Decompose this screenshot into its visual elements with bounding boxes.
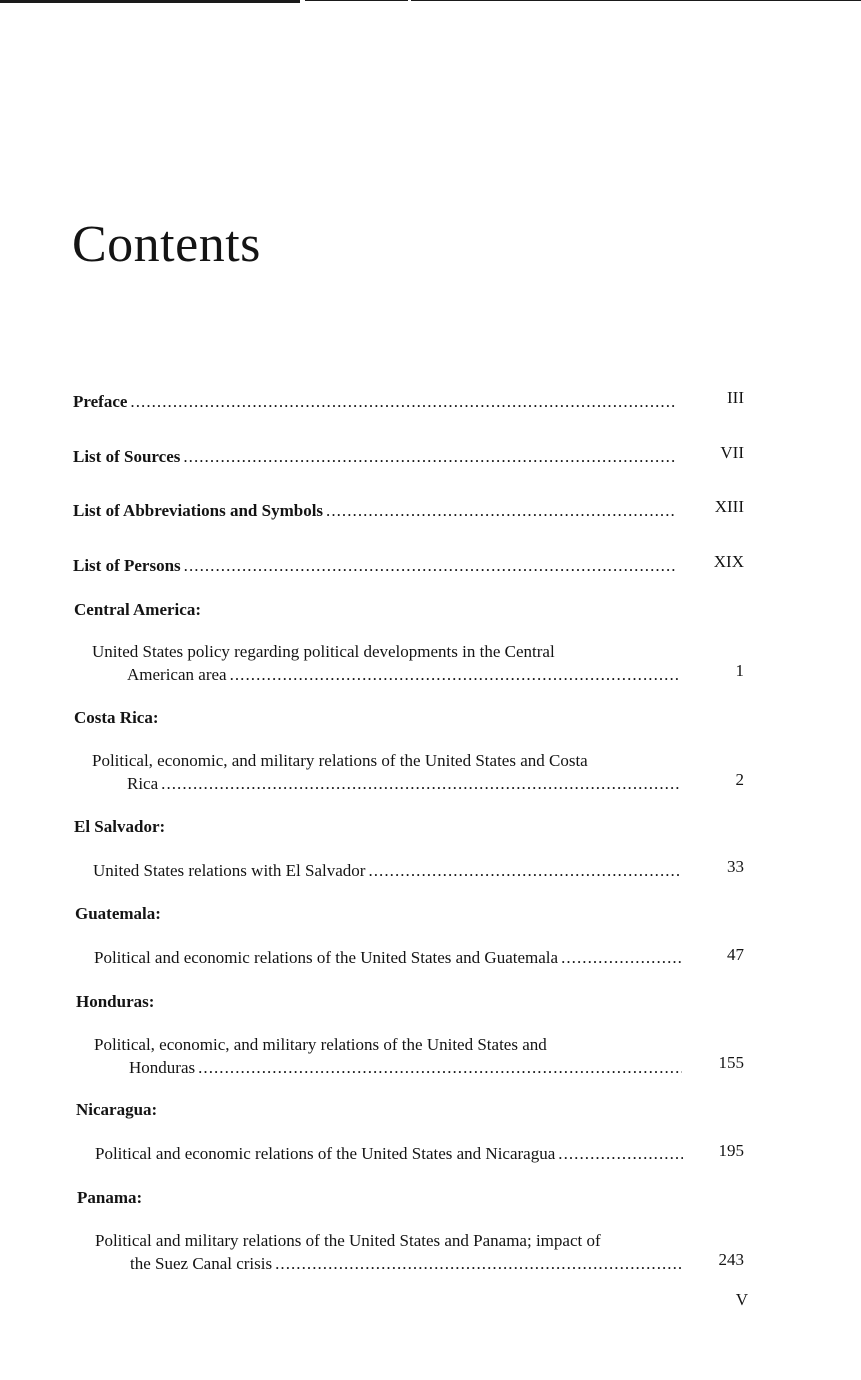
section-heading-central-america: Central America: xyxy=(74,600,201,619)
toc-page-number: 243 xyxy=(718,1250,744,1269)
toc-page-number: XIX xyxy=(713,552,744,571)
toc-entry-label: List of Sources xyxy=(73,447,181,466)
toc-entry-text: the Suez Canal crisis xyxy=(130,1254,273,1273)
toc-entry-label: List of Abbreviations and Symbols xyxy=(73,501,324,520)
dot-leader xyxy=(275,1252,683,1275)
top-rule xyxy=(411,0,861,1)
section-heading-honduras: Honduras: xyxy=(76,992,155,1011)
toc-page-number: 47 xyxy=(727,945,744,964)
section-heading-guatemala: Guatemala: xyxy=(75,904,161,923)
dot-leader xyxy=(230,663,680,686)
toc-page-number: III xyxy=(727,388,744,407)
toc-page-number: VII xyxy=(720,443,744,462)
dot-leader xyxy=(184,556,675,576)
toc-entry-text: United States policy regarding political developments in the Central xyxy=(92,642,555,661)
toc-entry-nicaragua[interactable] xyxy=(95,1142,683,1165)
dot-leader xyxy=(558,1142,683,1165)
toc-entry-text: Honduras xyxy=(129,1058,196,1077)
toc-entry-text: United States relations with El Salvador xyxy=(93,861,366,880)
toc-entry-costa-rica[interactable] xyxy=(92,749,680,795)
top-rule xyxy=(0,0,300,3)
toc-entry-text: Political and economic relations of the United States and Guatemala xyxy=(94,948,559,967)
toc-entry-label: Preface xyxy=(73,392,128,411)
toc-entry-text: Political, economic, and military relations of the United States and Costa xyxy=(92,751,588,770)
toc-entry-el-salvador[interactable] xyxy=(93,859,681,882)
top-rule xyxy=(305,0,408,1)
dot-leader xyxy=(368,859,681,882)
dot-leader xyxy=(326,501,675,521)
toc-entry-honduras[interactable] xyxy=(94,1033,682,1079)
toc-entry-text: Political, economic, and military relations of the United States and xyxy=(94,1035,547,1054)
dot-leader xyxy=(183,447,675,467)
section-heading-nicaragua: Nicaragua: xyxy=(76,1100,158,1119)
toc-entry-text: Political and military relations of the United States and Panama; impact of xyxy=(95,1231,601,1250)
toc-entry-central-america[interactable] xyxy=(92,640,680,686)
section-heading-panama: Panama: xyxy=(77,1188,143,1207)
section-heading-el-salvador: El Salvador: xyxy=(74,817,166,836)
toc-entry-text: Political and economic relations of the United States and Nicaragua xyxy=(95,1144,556,1163)
toc-entry-guatemala[interactable] xyxy=(94,946,682,969)
toc-page-number: 33 xyxy=(727,857,744,876)
section-heading-costa-rica: Costa Rica: xyxy=(74,708,159,727)
page-folio: V xyxy=(735,1290,748,1309)
toc-page-number: 155 xyxy=(718,1053,744,1072)
page-title: Contents xyxy=(72,216,261,273)
dot-leader xyxy=(198,1056,682,1079)
toc-entry-text: American area xyxy=(127,665,227,684)
dot-leader xyxy=(130,392,675,412)
toc-page-number: 195 xyxy=(718,1141,744,1160)
toc-page-number: XIII xyxy=(714,497,744,516)
dot-leader xyxy=(561,946,682,969)
toc-page-number: 2 xyxy=(735,770,744,789)
toc-entry-text: Rica xyxy=(127,774,159,793)
dot-leader xyxy=(161,772,680,795)
toc-page-number: 1 xyxy=(735,661,744,680)
toc-entry-label: List of Persons xyxy=(73,556,181,575)
toc-entry-panama[interactable] xyxy=(95,1229,683,1275)
